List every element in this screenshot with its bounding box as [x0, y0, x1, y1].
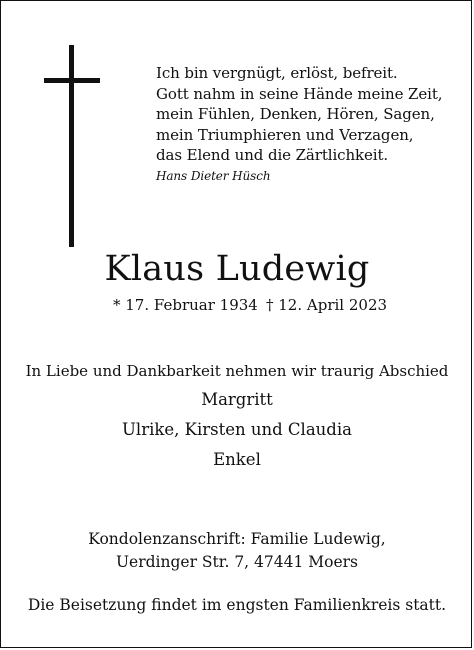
condolence-address-line: Uerdinger Str. 7, 47441 Moers [115, 553, 359, 571]
deceased-name: Klaus Ludewig [104, 249, 370, 289]
cross-icon [44, 45, 100, 247]
poem-line: Gott nahm in seine Hände meine Zeit, [156, 84, 443, 103]
mourner-name: Margritt [201, 390, 273, 409]
funeral-note: Die Beisetzung findet im engsten Familienkreis statt. [27, 596, 447, 614]
poem-author: Hans Dieter Hüsch [156, 168, 271, 183]
mourner-name: Ulrike, Kirsten und Claudia [122, 420, 352, 439]
life-dates [1, 295, 473, 315]
mourner-name: Enkel [213, 450, 261, 469]
cross-vertical-beam [69, 45, 74, 247]
condolence-address-line: Kondolenzanschrift: Familie Ludewig, [88, 530, 386, 548]
poem-line: Ich bin vergnügt, erlöst, befreit. [156, 64, 398, 82]
poem-line: mein Triumphieren und Verzagen, [156, 125, 414, 144]
poem [156, 63, 456, 184]
birth-date: * 17. Februar 1934 [113, 296, 258, 314]
poem-line: das Elend und die Zärtlichkeit. [156, 146, 389, 164]
poem-line: mein Fühlen, Denken, Hören, Sagen, [156, 105, 435, 123]
death-date: † 12. April 2023 [266, 296, 388, 314]
farewell-intro: In Liebe und Dankbarkeit nehmen wir traurig Abschied [25, 362, 449, 380]
cross-horizontal-beam [44, 78, 100, 83]
